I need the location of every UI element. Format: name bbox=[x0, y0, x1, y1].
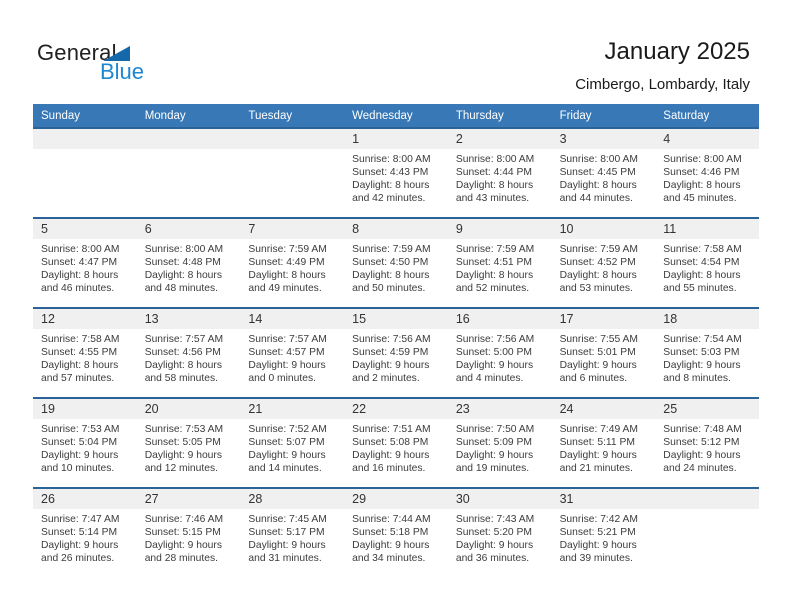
daylight-text-line1: Daylight: 9 hours bbox=[455, 450, 534, 461]
day-number: 5 bbox=[33, 219, 137, 239]
sunrise-text: Sunrise: 7:52 AM bbox=[248, 424, 327, 435]
daylight-text-line2: and 2 minutes. bbox=[352, 373, 420, 384]
day-cell-3 bbox=[552, 129, 656, 217]
day-details bbox=[552, 149, 656, 205]
day-cell-5 bbox=[33, 219, 137, 307]
day-details bbox=[552, 509, 656, 565]
day-number: 3 bbox=[552, 129, 656, 149]
daylight-text-line1: Daylight: 8 hours bbox=[352, 180, 430, 191]
day-cell-11 bbox=[655, 219, 759, 307]
sunset-text: Sunset: 4:55 PM bbox=[41, 347, 118, 358]
sunrise-text: Sunrise: 7:46 AM bbox=[144, 514, 224, 525]
day-number: 25 bbox=[655, 399, 759, 419]
sunrise-text: Sunrise: 7:45 AM bbox=[248, 514, 327, 525]
sunrise-text: Sunrise: 7:42 AM bbox=[559, 514, 638, 525]
day-details bbox=[448, 149, 552, 205]
sunset-text: Sunset: 4:44 PM bbox=[455, 167, 532, 178]
sunset-text: Sunset: 4:59 PM bbox=[352, 347, 429, 358]
day-header-wednesday: Wednesday bbox=[352, 109, 413, 122]
sunset-text: Sunset: 5:01 PM bbox=[559, 347, 636, 358]
day-details bbox=[137, 239, 241, 295]
general-blue-logo bbox=[37, 40, 167, 86]
day-details bbox=[240, 239, 344, 295]
sunrise-text: Sunrise: 7:58 AM bbox=[663, 244, 742, 255]
sunset-text: Sunset: 4:43 PM bbox=[352, 167, 429, 178]
daylight-text-line2: and 28 minutes. bbox=[144, 553, 218, 564]
day-details bbox=[240, 509, 344, 565]
daylight-text-line2: and 31 minutes. bbox=[248, 553, 322, 564]
daylight-text-line2: and 48 minutes. bbox=[144, 283, 218, 294]
sunrise-text: Sunrise: 7:57 AM bbox=[248, 334, 327, 345]
day-details bbox=[240, 329, 344, 385]
sunset-text: Sunset: 4:49 PM bbox=[248, 257, 325, 268]
day-number: 30 bbox=[448, 489, 552, 509]
daylight-text-line2: and 12 minutes. bbox=[144, 463, 218, 474]
day-number: 4 bbox=[655, 129, 759, 149]
day-number: 27 bbox=[137, 489, 241, 509]
daylight-text-line1: Daylight: 8 hours bbox=[352, 270, 430, 281]
week-row bbox=[33, 127, 759, 217]
sunset-text: Sunset: 4:57 PM bbox=[248, 347, 325, 358]
daylight-text-line1: Daylight: 9 hours bbox=[352, 540, 430, 551]
sunset-text: Sunset: 5:21 PM bbox=[559, 527, 636, 538]
week-row bbox=[33, 307, 759, 397]
daylight-text-line1: Daylight: 9 hours bbox=[455, 540, 534, 551]
daylight-text-line2: and 50 minutes. bbox=[352, 283, 426, 294]
calendar-table bbox=[33, 104, 759, 577]
sunset-text: Sunset: 4:51 PM bbox=[455, 257, 532, 268]
sunrise-text: Sunrise: 8:00 AM bbox=[41, 244, 120, 255]
day-number: 1 bbox=[344, 129, 448, 149]
daylight-text-line1: Daylight: 9 hours bbox=[663, 360, 741, 371]
day-number: 8 bbox=[344, 219, 448, 239]
sunset-text: Sunset: 5:17 PM bbox=[248, 527, 325, 538]
daylight-text-line1: Daylight: 9 hours bbox=[41, 540, 119, 551]
daylight-text-line2: and 43 minutes. bbox=[455, 193, 530, 204]
sunrise-text: Sunrise: 7:58 AM bbox=[41, 334, 120, 345]
sunset-text: Sunset: 5:07 PM bbox=[248, 437, 325, 448]
sunset-text: Sunset: 4:50 PM bbox=[352, 257, 429, 268]
daylight-text-line1: Daylight: 9 hours bbox=[559, 540, 637, 551]
day-number: 2 bbox=[448, 129, 552, 149]
day-details bbox=[344, 239, 448, 295]
daylight-text-line1: Daylight: 8 hours bbox=[144, 360, 222, 371]
logo-text-general: General bbox=[37, 40, 117, 65]
day-details bbox=[33, 239, 137, 295]
day-cell-26 bbox=[33, 489, 137, 577]
day-details bbox=[448, 239, 552, 295]
day-number: 17 bbox=[552, 309, 656, 329]
day-cell-22 bbox=[344, 399, 448, 487]
sunset-text: Sunset: 5:00 PM bbox=[455, 347, 532, 358]
daylight-text-line2: and 58 minutes. bbox=[144, 373, 218, 384]
day-details bbox=[448, 509, 552, 565]
daylight-text-line2: and 52 minutes. bbox=[455, 283, 530, 294]
day-number: 16 bbox=[448, 309, 552, 329]
day-cell-12 bbox=[33, 309, 137, 397]
daylight-text-line1: Daylight: 9 hours bbox=[352, 450, 430, 461]
sunrise-text: Sunrise: 7:47 AM bbox=[41, 514, 120, 525]
sunrise-text: Sunrise: 7:53 AM bbox=[41, 424, 120, 435]
daylight-text-line1: Daylight: 8 hours bbox=[663, 270, 741, 281]
day-cell-14 bbox=[240, 309, 344, 397]
sunset-text: Sunset: 4:45 PM bbox=[559, 167, 636, 178]
day-header-thursday: Thursday bbox=[455, 109, 504, 122]
day-cell-27 bbox=[137, 489, 241, 577]
day-cell-2 bbox=[448, 129, 552, 217]
day-number: 20 bbox=[137, 399, 241, 419]
daylight-text-line1: Daylight: 8 hours bbox=[41, 270, 119, 281]
empty-day-cell bbox=[33, 129, 137, 217]
sunrise-text: Sunrise: 7:54 AM bbox=[663, 334, 742, 345]
day-cell-30 bbox=[448, 489, 552, 577]
day-cell-31 bbox=[552, 489, 656, 577]
sunset-text: Sunset: 4:46 PM bbox=[663, 167, 740, 178]
day-header-friday: Friday bbox=[559, 109, 592, 122]
day-cell-29 bbox=[344, 489, 448, 577]
day-cell-4 bbox=[655, 129, 759, 217]
day-number: 18 bbox=[655, 309, 759, 329]
page-subtitle: Cimbergo, Lombardy, Italy bbox=[575, 76, 750, 93]
day-cell-7 bbox=[240, 219, 344, 307]
daylight-text-line2: and 6 minutes. bbox=[559, 373, 628, 384]
day-details bbox=[240, 419, 344, 475]
daylight-text-line1: Daylight: 9 hours bbox=[248, 360, 326, 371]
sunrise-text: Sunrise: 7:57 AM bbox=[144, 334, 224, 345]
day-details bbox=[552, 419, 656, 475]
sunrise-text: Sunrise: 8:00 AM bbox=[455, 154, 535, 165]
day-cell-6 bbox=[137, 219, 241, 307]
daylight-text-line2: and 42 minutes. bbox=[352, 193, 426, 204]
day-number: 12 bbox=[33, 309, 137, 329]
day-details bbox=[344, 509, 448, 565]
daylight-text-line1: Daylight: 8 hours bbox=[663, 180, 741, 191]
day-details bbox=[655, 419, 759, 475]
daylight-text-line2: and 55 minutes. bbox=[663, 283, 737, 294]
day-details bbox=[655, 329, 759, 385]
daylight-text-line2: and 46 minutes. bbox=[41, 283, 115, 294]
day-number: 9 bbox=[448, 219, 552, 239]
day-number: 28 bbox=[240, 489, 344, 509]
day-number: 7 bbox=[240, 219, 344, 239]
sunset-text: Sunset: 5:03 PM bbox=[663, 347, 740, 358]
day-number: 31 bbox=[552, 489, 656, 509]
daylight-text-line1: Daylight: 9 hours bbox=[455, 360, 534, 371]
daylight-text-line2: and 36 minutes. bbox=[455, 553, 530, 564]
day-number: 6 bbox=[137, 219, 241, 239]
day-details bbox=[344, 149, 448, 205]
day-cell-24 bbox=[552, 399, 656, 487]
daylight-text-line1: Daylight: 9 hours bbox=[559, 360, 637, 371]
sunrise-text: Sunrise: 7:48 AM bbox=[663, 424, 742, 435]
sunrise-text: Sunrise: 8:00 AM bbox=[559, 154, 638, 165]
day-details bbox=[33, 509, 137, 565]
daylight-text-line1: Daylight: 8 hours bbox=[144, 270, 222, 281]
day-details bbox=[137, 509, 241, 565]
daylight-text-line2: and 21 minutes. bbox=[559, 463, 633, 474]
daylight-text-line2: and 39 minutes. bbox=[559, 553, 633, 564]
day-cell-17 bbox=[552, 309, 656, 397]
daylight-text-line1: Daylight: 9 hours bbox=[248, 450, 326, 461]
day-details bbox=[344, 419, 448, 475]
sunrise-text: Sunrise: 8:00 AM bbox=[144, 244, 224, 255]
day-details bbox=[655, 239, 759, 295]
day-header-saturday: Saturday bbox=[663, 109, 710, 122]
day-band-empty bbox=[240, 129, 344, 149]
empty-day-cell bbox=[240, 129, 344, 217]
day-band-empty bbox=[137, 129, 241, 149]
sunset-text: Sunset: 4:47 PM bbox=[41, 257, 118, 268]
sunrise-text: Sunrise: 7:43 AM bbox=[455, 514, 535, 525]
daylight-text-line1: Daylight: 9 hours bbox=[352, 360, 430, 371]
calendar-weeks bbox=[33, 127, 759, 577]
week-row bbox=[33, 487, 759, 577]
day-details bbox=[137, 329, 241, 385]
daylight-text-line1: Daylight: 9 hours bbox=[144, 540, 222, 551]
day-cell-16 bbox=[448, 309, 552, 397]
daylight-text-line2: and 26 minutes. bbox=[41, 553, 115, 564]
day-number: 11 bbox=[655, 219, 759, 239]
day-details bbox=[448, 329, 552, 385]
day-details bbox=[33, 329, 137, 385]
day-number: 23 bbox=[448, 399, 552, 419]
sunrise-text: Sunrise: 7:44 AM bbox=[352, 514, 431, 525]
daylight-text-line2: and 49 minutes. bbox=[248, 283, 322, 294]
day-number: 14 bbox=[240, 309, 344, 329]
daylight-text-line2: and 4 minutes. bbox=[455, 373, 524, 384]
daylight-text-line2: and 10 minutes. bbox=[41, 463, 115, 474]
sunrise-text: Sunrise: 7:59 AM bbox=[455, 244, 535, 255]
day-number: 13 bbox=[137, 309, 241, 329]
day-header-tuesday: Tuesday bbox=[248, 109, 293, 122]
daylight-text-line2: and 57 minutes. bbox=[41, 373, 115, 384]
sunset-text: Sunset: 5:05 PM bbox=[144, 437, 221, 448]
empty-day-cell bbox=[655, 489, 759, 577]
day-number: 24 bbox=[552, 399, 656, 419]
day-cell-28 bbox=[240, 489, 344, 577]
sunset-text: Sunset: 5:09 PM bbox=[455, 437, 532, 448]
sunset-text: Sunset: 4:54 PM bbox=[663, 257, 740, 268]
day-number: 29 bbox=[344, 489, 448, 509]
day-band-empty bbox=[655, 489, 759, 509]
daylight-text-line1: Daylight: 8 hours bbox=[559, 270, 637, 281]
sunset-text: Sunset: 5:18 PM bbox=[352, 527, 429, 538]
daylight-text-line1: Daylight: 8 hours bbox=[455, 180, 534, 191]
sunset-text: Sunset: 5:11 PM bbox=[559, 437, 635, 448]
sunset-text: Sunset: 4:48 PM bbox=[144, 257, 221, 268]
sunrise-text: Sunrise: 7:59 AM bbox=[559, 244, 638, 255]
logo-text-blue: Blue bbox=[100, 59, 145, 84]
daylight-text-line1: Daylight: 9 hours bbox=[559, 450, 637, 461]
daylight-text-line2: and 34 minutes. bbox=[352, 553, 426, 564]
day-cell-23 bbox=[448, 399, 552, 487]
day-details bbox=[552, 239, 656, 295]
day-details bbox=[33, 419, 137, 475]
day-header-sunday: Sunday bbox=[41, 109, 81, 122]
day-cell-25 bbox=[655, 399, 759, 487]
sunrise-text: Sunrise: 7:56 AM bbox=[455, 334, 535, 345]
daylight-text-line2: and 0 minutes. bbox=[248, 373, 316, 384]
daylight-text-line1: Daylight: 9 hours bbox=[41, 450, 119, 461]
sunrise-text: Sunrise: 7:59 AM bbox=[248, 244, 327, 255]
sunrise-text: Sunrise: 7:59 AM bbox=[352, 244, 431, 255]
sunrise-text: Sunrise: 7:53 AM bbox=[144, 424, 224, 435]
sunrise-text: Sunrise: 7:50 AM bbox=[455, 424, 535, 435]
daylight-text-line2: and 8 minutes. bbox=[663, 373, 731, 384]
sunset-text: Sunset: 4:56 PM bbox=[144, 347, 221, 358]
daylight-text-line1: Daylight: 9 hours bbox=[144, 450, 222, 461]
page-title: January 2025 bbox=[604, 38, 750, 65]
daylight-text-line2: and 53 minutes. bbox=[559, 283, 633, 294]
day-details bbox=[344, 329, 448, 385]
day-cell-19 bbox=[33, 399, 137, 487]
sunrise-text: Sunrise: 7:55 AM bbox=[559, 334, 638, 345]
day-header-monday: Monday bbox=[144, 109, 186, 122]
day-number: 26 bbox=[33, 489, 137, 509]
daylight-text-line2: and 16 minutes. bbox=[352, 463, 426, 474]
sunrise-text: Sunrise: 7:56 AM bbox=[352, 334, 431, 345]
day-details bbox=[137, 419, 241, 475]
day-header-row bbox=[33, 104, 759, 127]
sunset-text: Sunset: 5:08 PM bbox=[352, 437, 429, 448]
day-details bbox=[655, 149, 759, 205]
day-band-empty bbox=[33, 129, 137, 149]
daylight-text-line2: and 44 minutes. bbox=[559, 193, 633, 204]
daylight-text-line1: Daylight: 9 hours bbox=[248, 540, 326, 551]
day-number: 22 bbox=[344, 399, 448, 419]
sunset-text: Sunset: 4:52 PM bbox=[559, 257, 636, 268]
day-cell-13 bbox=[137, 309, 241, 397]
sunset-text: Sunset: 5:20 PM bbox=[455, 527, 532, 538]
day-number: 15 bbox=[344, 309, 448, 329]
sunrise-text: Sunrise: 7:51 AM bbox=[352, 424, 431, 435]
daylight-text-line2: and 24 minutes. bbox=[663, 463, 737, 474]
daylight-text-line1: Daylight: 8 hours bbox=[559, 180, 637, 191]
daylight-text-line1: Daylight: 8 hours bbox=[41, 360, 119, 371]
day-cell-15 bbox=[344, 309, 448, 397]
day-cell-21 bbox=[240, 399, 344, 487]
daylight-text-line1: Daylight: 8 hours bbox=[248, 270, 326, 281]
day-cell-9 bbox=[448, 219, 552, 307]
day-cell-10 bbox=[552, 219, 656, 307]
sunrise-text: Sunrise: 8:00 AM bbox=[663, 154, 742, 165]
day-cell-1 bbox=[344, 129, 448, 217]
daylight-text-line2: and 19 minutes. bbox=[455, 463, 530, 474]
daylight-text-line1: Daylight: 8 hours bbox=[455, 270, 534, 281]
day-number: 10 bbox=[552, 219, 656, 239]
daylight-text-line2: and 45 minutes. bbox=[663, 193, 737, 204]
week-row bbox=[33, 217, 759, 307]
daylight-text-line1: Daylight: 9 hours bbox=[663, 450, 741, 461]
day-details bbox=[448, 419, 552, 475]
day-cell-8 bbox=[344, 219, 448, 307]
daylight-text-line2: and 14 minutes. bbox=[248, 463, 322, 474]
empty-day-cell bbox=[137, 129, 241, 217]
day-cell-18 bbox=[655, 309, 759, 397]
sunrise-text: Sunrise: 8:00 AM bbox=[352, 154, 431, 165]
day-number: 19 bbox=[33, 399, 137, 419]
sunset-text: Sunset: 5:12 PM bbox=[663, 437, 740, 448]
day-cell-20 bbox=[137, 399, 241, 487]
sunset-text: Sunset: 5:14 PM bbox=[41, 527, 118, 538]
week-row bbox=[33, 397, 759, 487]
day-number: 21 bbox=[240, 399, 344, 419]
sunset-text: Sunset: 5:15 PM bbox=[144, 527, 221, 538]
sunrise-text: Sunrise: 7:49 AM bbox=[559, 424, 638, 435]
day-details bbox=[552, 329, 656, 385]
sunset-text: Sunset: 5:04 PM bbox=[41, 437, 118, 448]
